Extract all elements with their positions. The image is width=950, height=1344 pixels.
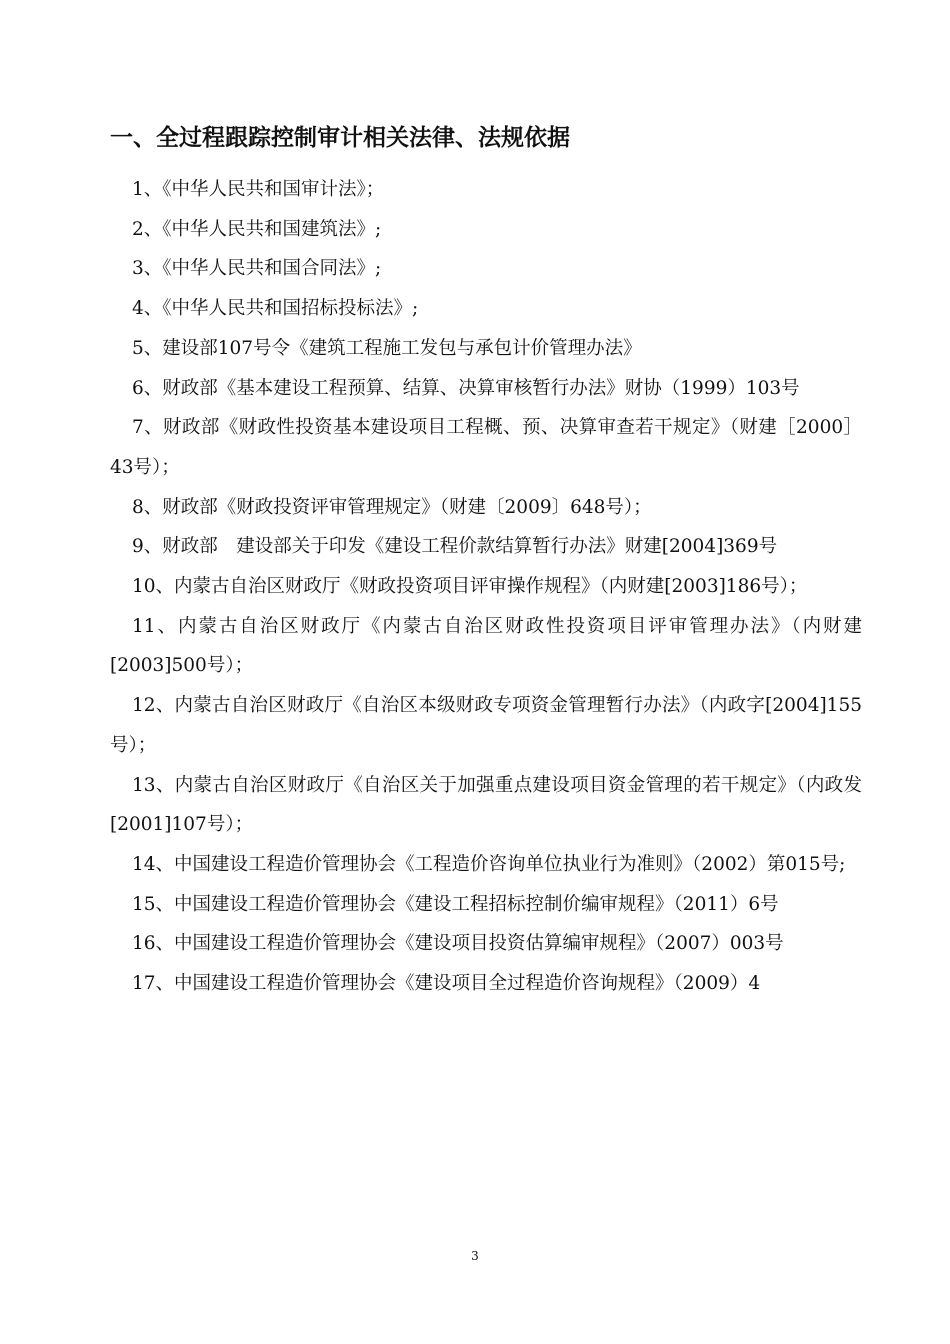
page-number: 3	[471, 1249, 479, 1263]
section-heading: 一、全过程跟踪控制审计相关法律、法规依据	[110, 125, 570, 151]
list-item: 5、建设部107号令《建筑工程施工发包与承包计价管理办法》	[132, 337, 642, 359]
list-item: 9、财政部 建设部关于印发《建设工程价款结算暂行办法》财建[2004]369号	[132, 536, 778, 558]
list-item: 13、内蒙古自治区财政厅《自治区关于加强重点建设项目资金管理的若干规定》（内政发[2001]107号）；	[110, 774, 862, 836]
list-item: 6、财政部《基本建设工程预算、结算、决算审核暂行办法》财协（1999）103号	[132, 377, 800, 399]
list-item: 1、《中华人民共和国审计法》；	[132, 179, 385, 200]
list-item: 11、内蒙古自治区财政厅《内蒙古自治区财政性投资项目评审管理办法》（内财建 [2003]500号）；	[110, 615, 862, 677]
list-item: 10、内蒙古自治区财政厅《财政投资项目评审操作规程》（内财建[2003]186号）；	[132, 576, 808, 598]
list-item: 7、财政部《财政性投资基本建设项目工程概、预、决算审查若干规定》（财建［2000］43号）；	[110, 417, 862, 478]
list-item: 17、中国建设工程造价管理协会《建设项目全过程造价咨询规程》（2009）4	[132, 973, 761, 995]
list-item: 2、《中华人民共和国建筑法》;	[132, 218, 382, 240]
regulation-list	[110, 170, 862, 1004]
list-item: 15、中国建设工程造价管理协会《建设工程招标控制价编审规程》（2011）6号	[132, 893, 779, 915]
list-item: 8、财政部《财政投资评审管理规定》（财建〔2009〕648号）；	[132, 496, 652, 518]
list-item: 16、中国建设工程造价管理协会《建设项目投资估算编审规程》（2007）003号	[132, 933, 784, 955]
list-item: 4、《中华人民共和国招标投标法》;	[132, 298, 419, 320]
list-item: 12、内蒙古自治区财政厅《自治区本级财政专项资金管理暂行办法》（内政字[2004]155号）；	[110, 695, 862, 756]
list-item: 3、《中华人民共和国合同法》;	[132, 258, 382, 280]
list-item: 14、中国建设工程造价管理协会《工程造价咨询单位执业行为准则》（2002）第015号;	[132, 853, 846, 875]
